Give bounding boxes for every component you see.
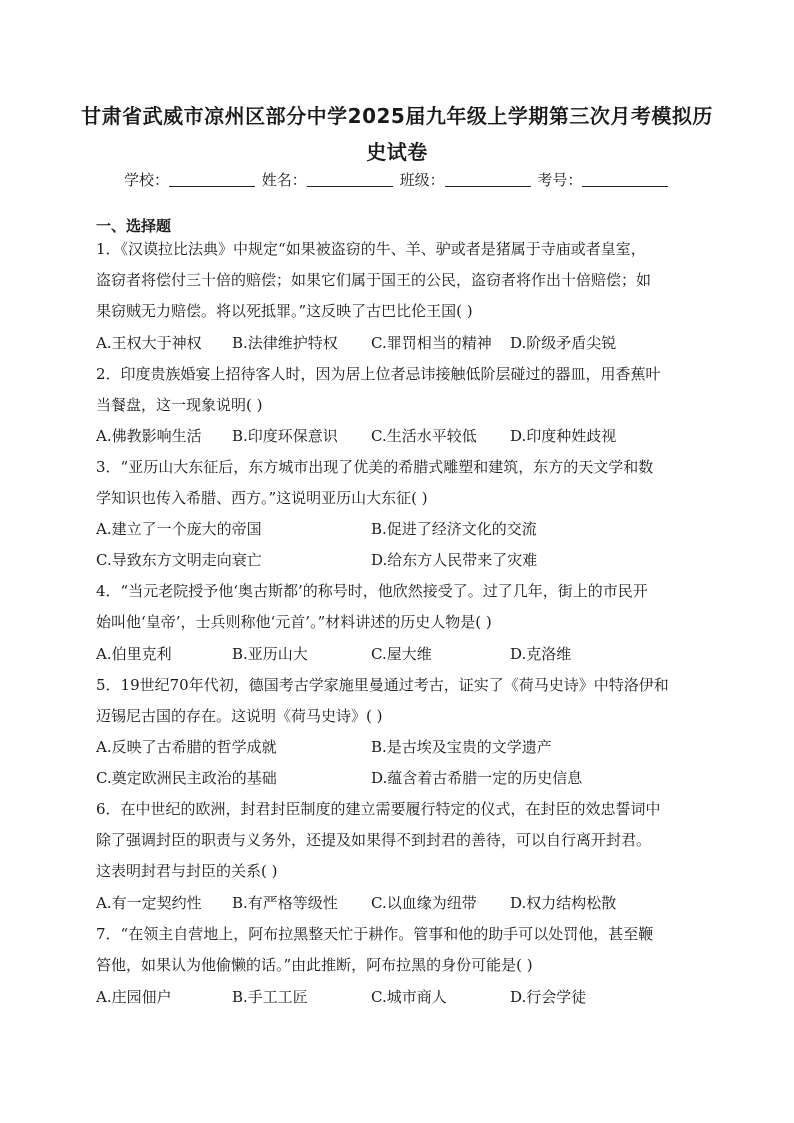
school-blank[interactable] (169, 172, 255, 187)
q6-option-c[interactable]: C.以血缘为纽带 (371, 894, 477, 912)
q7-line-2: 笞他，如果认为他偷懒的话。”由此推断，阿布拉黑的身份可能是( ) (96, 956, 533, 974)
q6-line-3: 这表明封君与封臣的关系( ) (96, 862, 278, 880)
q1-option-b[interactable]: B.法律维护特权 (232, 334, 338, 352)
q5-option-c[interactable]: C.奠定欧洲民主政治的基础 (96, 769, 277, 787)
q3-line-2: 学知识也传入希腊、西方。”这说明亚历山大东征( ) (96, 489, 428, 507)
title-line-1: 甘肃省武威市凉州区部分中学2025届九年级上学期第三次月考模拟历 (81, 104, 713, 128)
title-line-2: 史试卷 (366, 140, 428, 164)
number-blank[interactable] (582, 172, 668, 187)
q3-option-b[interactable]: B.促进了经济文化的交流 (371, 520, 537, 538)
q1-line-2: 盗窃者将偿付三十倍的赔偿；如果它们属于国王的公民，盗窃者将作出十倍赔偿；如 (96, 271, 652, 289)
q4-line-1: 4．“当元老院授予他‘奥古斯都’的称号时，他欣然接受了。过了几年，街上的市民开 (96, 582, 648, 600)
q3-option-a[interactable]: A.建立了一个庞大的帝国 (96, 520, 262, 538)
q7-option-d[interactable]: D.行会学徒 (510, 988, 587, 1006)
q6-line-1: 6．在中世纪的欧洲，封君封臣制度的建立需要履行特定的仪式，在封臣的效忠誓词中 (96, 800, 661, 818)
q1-line-3: 果窃贼无力赔偿。将以死抵罪。”这反映了古巴比伦王国( ) (96, 302, 473, 320)
class-blank[interactable] (445, 172, 531, 187)
q2-line-1: 2．印度贵族婚宴上招待客人时，因为居上位者忌讳接触低阶层碰过的器皿，用香蕉叶 (96, 365, 661, 383)
name-blank[interactable] (307, 172, 393, 187)
q4-option-b[interactable]: B.亚历山大 (232, 645, 308, 663)
q6-line-2: 除了强调封臣的职责与义务外，还提及如果得不到封君的善待，可以自行离开封君。 (96, 831, 652, 849)
q7-line-1: 7．“在领主自营地上，阿布拉黑整天忙于耕作。管事和他的助手可以处罚他，甚至鞭 (96, 925, 654, 943)
q1-option-d[interactable]: D.阶级矛盾尖锐 (510, 334, 617, 352)
q3-line-1: 3．“亚历山大东征后，东方城市出现了优美的希腊式雕塑和建筑，东方的天文学和数 (96, 458, 654, 476)
number-label: 考号： (537, 171, 583, 189)
q1-option-c[interactable]: C.罪罚相当的精神 (371, 334, 492, 352)
q2-option-a[interactable]: A.佛教影响生活 (96, 427, 202, 445)
q6-option-d[interactable]: D.权力结构松散 (510, 894, 617, 912)
q2-option-d[interactable]: D.印度种姓歧视 (510, 427, 617, 445)
q2-line-2: 当餐盘，这一现象说明( ) (96, 396, 263, 414)
q2-option-b[interactable]: B.印度环保意识 (232, 427, 338, 445)
student-info-row (124, 169, 670, 190)
q3-option-c[interactable]: C.导致东方文明走向衰亡 (96, 551, 262, 569)
q4-option-c[interactable]: C.屋大维 (371, 645, 432, 663)
q5-line-2: 迈锡尼古国的存在。这说明《荷马史诗》( ) (96, 707, 383, 725)
q7-option-c[interactable]: C.城市商人 (371, 988, 447, 1006)
q7-option-a[interactable]: A.庄园佃户 (96, 988, 172, 1006)
q1-option-a[interactable]: A.王权大于神权 (96, 334, 202, 352)
q1-line-1: 1．《汉谟拉比法典》中规定“如果被盗窃的牛、羊、驴或者是猪属于寺庙或者皇室， (96, 240, 646, 258)
q6-option-b[interactable]: B.有严格等级性 (232, 894, 338, 912)
q7-option-b[interactable]: B.手工工匠 (232, 988, 308, 1006)
school-label: 学校： (124, 171, 170, 189)
q3-option-d[interactable]: D.给东方人民带来了灾难 (371, 551, 538, 569)
q2-option-c[interactable]: C.生活水平较低 (371, 427, 477, 445)
q5-option-d[interactable]: D.蕴含着古希腊一定的历史信息 (371, 769, 583, 787)
q4-option-a[interactable]: A.伯里克利 (96, 645, 172, 663)
q4-line-2: 始叫他‘皇帝’，士兵则称他‘元首’。”材料讲述的历史人物是( ) (96, 613, 492, 631)
exam-title (80, 98, 714, 170)
q5-option-b[interactable]: B.是古埃及宝贵的文学遗产 (371, 738, 552, 756)
name-label: 姓名： (261, 171, 307, 189)
q4-option-d[interactable]: D.克洛维 (510, 645, 572, 663)
q5-line-1: 5．19世纪70年代初，德国考古学家施里曼通过考古，证实了《荷马史诗》中特洛伊和 (96, 676, 669, 694)
q5-option-a[interactable]: A.反映了古希腊的哲学成就 (96, 738, 277, 756)
q6-option-a[interactable]: A.有一定契约性 (96, 894, 202, 912)
section-heading: 一、选择题 (96, 217, 172, 235)
class-label: 班级： (399, 171, 445, 189)
